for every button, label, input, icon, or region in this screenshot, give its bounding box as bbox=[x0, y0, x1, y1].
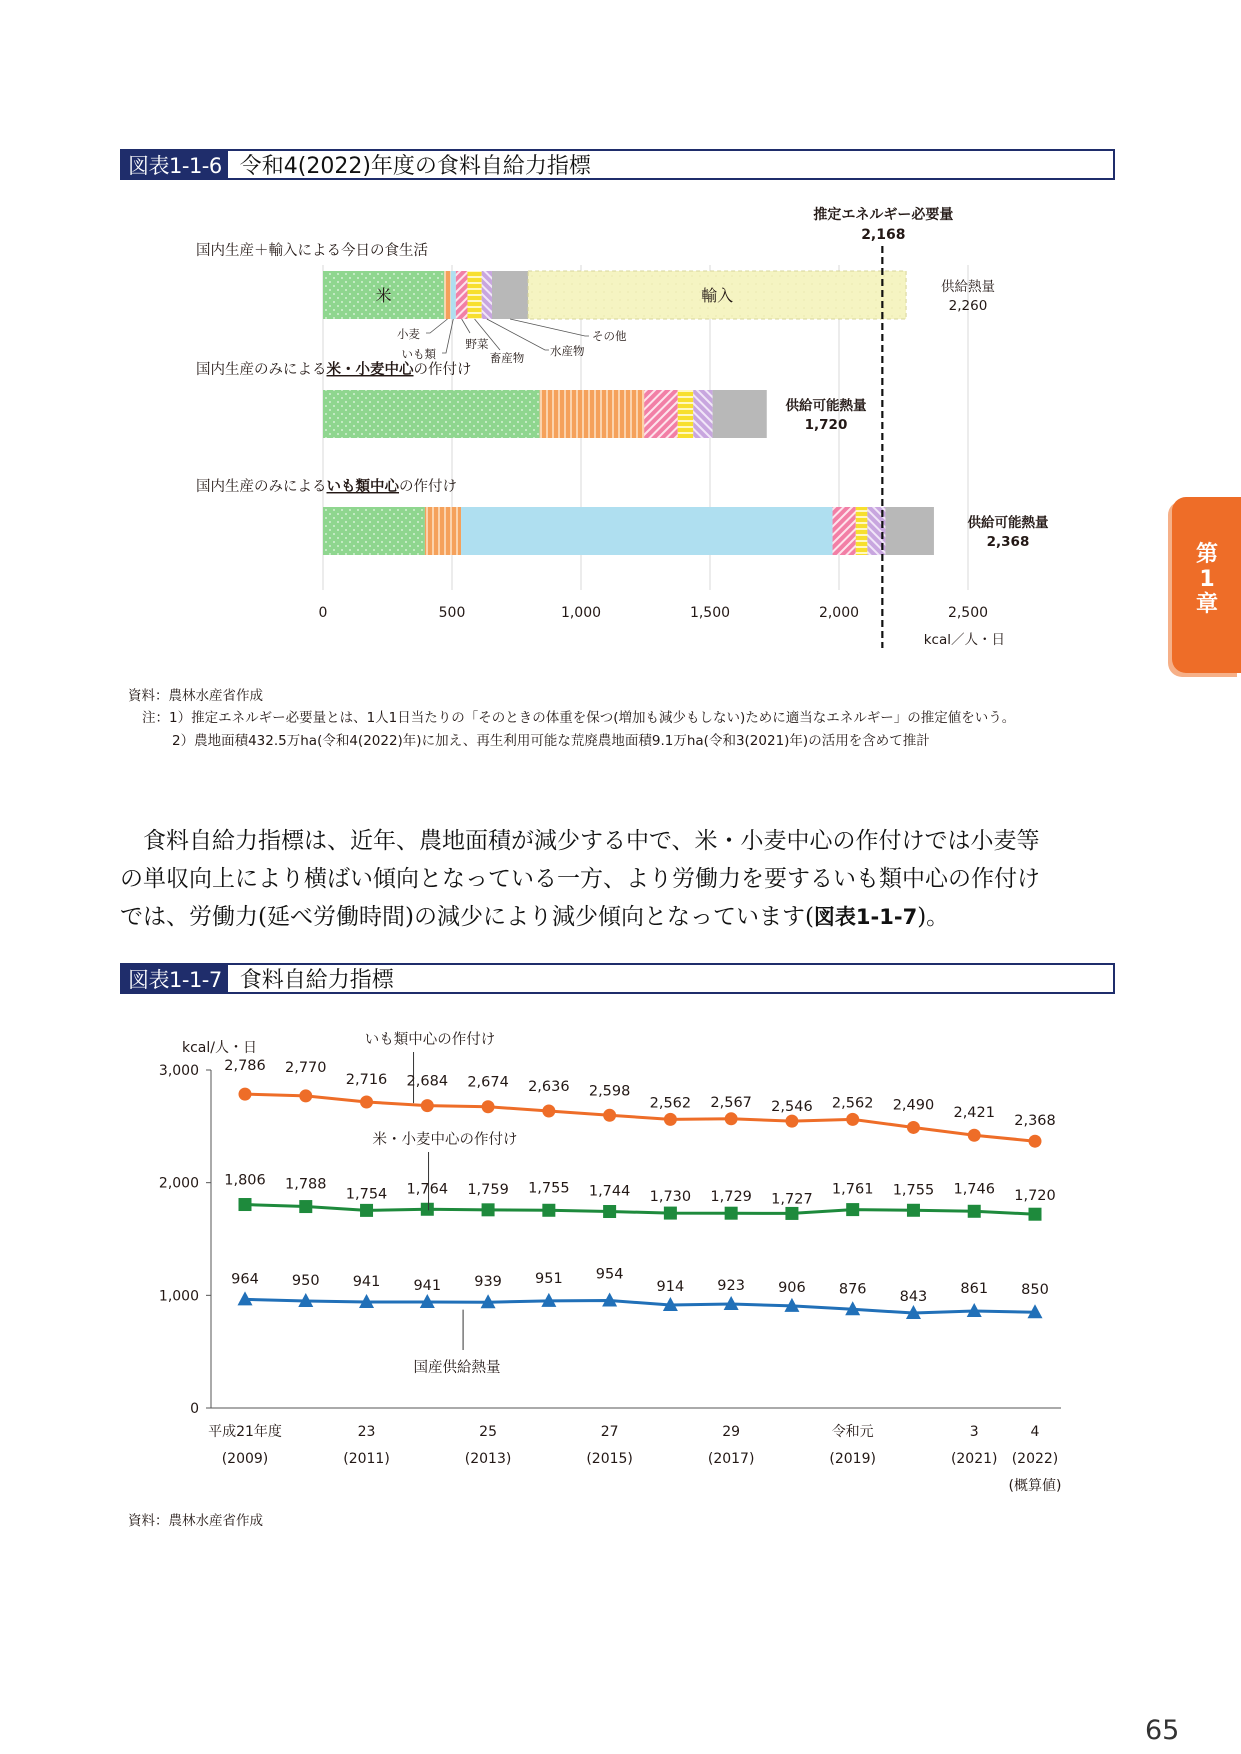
body-paragraph bbox=[120, 822, 1115, 936]
supply-label: 供給可能熱量 bbox=[967, 515, 1049, 531]
data-point bbox=[603, 1109, 616, 1122]
label-emphasis: 米・小麦中心 bbox=[326, 362, 414, 378]
data-label: 2,421 bbox=[953, 1105, 995, 1122]
data-label: 941 bbox=[413, 1277, 442, 1294]
bar-segment-rice bbox=[323, 390, 540, 438]
bar-segment-livestock bbox=[856, 507, 868, 555]
data-point bbox=[239, 1198, 252, 1211]
data-point bbox=[785, 1207, 798, 1220]
data-label: 1,727 bbox=[771, 1191, 813, 1208]
data-label: 1,764 bbox=[406, 1181, 449, 1198]
data-point bbox=[482, 1203, 495, 1216]
note-1: 注：1）推定エネルギー必要量とは、1人1日当たりの「そのときの体重を保つ(増加も減少もしない)ために適当なエネルギー」の推定値をいう。 bbox=[142, 710, 1016, 726]
leader-line bbox=[426, 319, 447, 333]
figure-number: 図表1-1-6 bbox=[122, 151, 228, 178]
data-label: 2,786 bbox=[224, 1058, 266, 1075]
chapter-tab-label: 第 1 章 bbox=[1195, 542, 1218, 617]
x-tick-label: 27 bbox=[600, 1424, 619, 1440]
x-tick-label: 令和元 bbox=[831, 1424, 874, 1440]
x-tick-label: (2009) bbox=[221, 1451, 269, 1467]
series-name-label: 米・小麦中心の作付け bbox=[372, 1132, 518, 1148]
legend-label-livestock: 畜産物 bbox=[489, 351, 525, 365]
body-line: 食料自給力指標は、近年、農地面積が減少する中で、米・小麦中心の作付けでは小麦等 bbox=[120, 828, 1040, 854]
required-energy-label: 推定エネルギー必要量 bbox=[813, 207, 954, 223]
bar-segment-wheat bbox=[425, 507, 461, 555]
figure-reference-link[interactable]: 図表1-1-7 bbox=[813, 905, 918, 929]
x-tick-label: 0 bbox=[318, 605, 328, 621]
x-axis-unit: kcal／人・日 bbox=[923, 632, 1005, 648]
body-line bbox=[120, 898, 1115, 936]
bar-segment-other bbox=[713, 390, 767, 438]
data-point bbox=[846, 1113, 859, 1126]
data-label: 1,788 bbox=[285, 1176, 327, 1193]
bar-segment-veg bbox=[833, 507, 856, 555]
x-tick-label: (2019) bbox=[829, 1451, 876, 1467]
legend-label-other: その他 bbox=[592, 329, 627, 343]
segment-label: 米 bbox=[375, 286, 392, 305]
data-label: 950 bbox=[291, 1272, 320, 1289]
data-label: 1,761 bbox=[831, 1181, 874, 1198]
data-point bbox=[1029, 1135, 1042, 1148]
bar-segment-wheat bbox=[540, 390, 644, 438]
x-tick-label: (2021) bbox=[950, 1451, 998, 1467]
data-label: 964 bbox=[231, 1271, 259, 1288]
data-point bbox=[360, 1095, 373, 1108]
data-label: 2,770 bbox=[285, 1059, 327, 1076]
data-point bbox=[664, 1113, 677, 1126]
label-part: 国内生産のみによる bbox=[196, 479, 327, 495]
data-label: 923 bbox=[717, 1278, 745, 1295]
data-label: 2,674 bbox=[467, 1074, 509, 1091]
bar-row-label bbox=[196, 360, 472, 378]
note-2: 2）農地面積432.5万ha(令和4(2022)年)に加え、再生利用可能な荒廃農地面積9.1万ha(令和3(2021)年)の活用を含めて推計 bbox=[172, 733, 930, 749]
x-tick-label: 25 bbox=[479, 1424, 497, 1440]
data-label: 914 bbox=[656, 1279, 685, 1296]
data-label: 850 bbox=[1021, 1282, 1049, 1299]
bar-row-label: 国内生産＋輸入による今日の食生活 bbox=[196, 243, 428, 259]
y-axis-unit: kcal/人・日 bbox=[182, 1040, 257, 1056]
body-line: の単収向上により横ばい傾向となっている一方、より労働力を要するいも類中心の作付け bbox=[120, 866, 1040, 892]
data-point bbox=[846, 1203, 859, 1216]
data-label: 861 bbox=[960, 1280, 989, 1297]
data-label: 1,746 bbox=[953, 1181, 995, 1198]
legend-label-fish: 水産物 bbox=[550, 344, 585, 358]
data-label: 2,562 bbox=[649, 1095, 692, 1112]
x-tick-label: 2,500 bbox=[947, 605, 989, 621]
data-point bbox=[299, 1089, 312, 1102]
x-tick-label: 29 bbox=[722, 1424, 741, 1440]
y-tick-label: 2,000 bbox=[158, 1175, 199, 1192]
data-label: 954 bbox=[595, 1266, 624, 1283]
figure-title: 令和4(2022)年度の食料自給力指標 bbox=[239, 154, 591, 179]
required-energy-value: 2,168 bbox=[861, 227, 906, 243]
data-point bbox=[968, 1205, 981, 1218]
data-point bbox=[482, 1100, 495, 1113]
data-point bbox=[421, 1099, 434, 1112]
data-point bbox=[907, 1121, 920, 1134]
bar-segment-other bbox=[492, 271, 528, 319]
data-point bbox=[603, 1205, 616, 1218]
data-point bbox=[542, 1204, 555, 1217]
energy-bar-chart bbox=[0, 195, 1241, 655]
figure-1-1-6-header bbox=[120, 149, 1115, 180]
label-part: の作付け bbox=[399, 479, 457, 495]
label-emphasis: いも類中心 bbox=[326, 479, 399, 495]
bar-segment-veg bbox=[644, 390, 678, 438]
leader-line bbox=[510, 319, 589, 336]
data-label: 1,720 bbox=[1014, 1188, 1056, 1205]
bar-segment-rice bbox=[323, 507, 425, 555]
data-label: 1,755 bbox=[528, 1180, 570, 1197]
figure-number: 図表1-1-7 bbox=[122, 965, 228, 992]
x-tick-label: 平成21年度 bbox=[208, 1424, 282, 1440]
chapter-tab[interactable] bbox=[1172, 497, 1241, 673]
bar-segment-fish bbox=[482, 271, 492, 319]
supply-label: 供給可能熱量 bbox=[785, 398, 867, 414]
data-label: 843 bbox=[899, 1289, 928, 1306]
data-label: 2,562 bbox=[831, 1095, 874, 1112]
self-sufficiency-line-chart bbox=[0, 1010, 1241, 1505]
supply-label: 供給熱量 bbox=[941, 279, 995, 295]
bar-segment-potato bbox=[451, 271, 456, 319]
data-point bbox=[907, 1204, 920, 1217]
figure-title: 食料自給力指標 bbox=[239, 968, 394, 993]
x-tick-label: 2,000 bbox=[818, 605, 860, 621]
data-label: 1,755 bbox=[892, 1182, 935, 1199]
x-tick-label: (2017) bbox=[707, 1451, 755, 1467]
data-point bbox=[664, 1207, 677, 1220]
label-part: 国内生産のみによる bbox=[196, 362, 327, 378]
x-tick-note: (概算値) bbox=[1008, 1478, 1062, 1494]
bar-segment-other bbox=[885, 507, 934, 555]
x-tick-label: 1,000 bbox=[560, 605, 602, 621]
body-text-part: では、労働力(延べ労働時間)の減少により減少傾向となっています( bbox=[120, 904, 814, 930]
series-name-label: いも類中心の作付け bbox=[364, 1032, 496, 1048]
x-tick-label: (2022) bbox=[1011, 1451, 1059, 1467]
bar-segment-veg bbox=[456, 271, 468, 319]
data-label: 2,716 bbox=[345, 1071, 388, 1088]
figure-1-1-7-header bbox=[120, 963, 1115, 994]
x-tick-label: (2011) bbox=[343, 1451, 390, 1467]
x-tick-label: (2015) bbox=[586, 1451, 633, 1467]
data-label: 1,759 bbox=[467, 1181, 509, 1198]
x-tick-label: 3 bbox=[969, 1424, 979, 1440]
data-point bbox=[421, 1203, 434, 1216]
data-point bbox=[299, 1200, 312, 1213]
y-tick-label: 1,000 bbox=[158, 1288, 199, 1305]
bar-segment-wheat bbox=[444, 271, 450, 319]
x-tick-label: 4 bbox=[1030, 1424, 1040, 1440]
bar-segment-potato bbox=[461, 507, 833, 555]
data-point bbox=[968, 1129, 981, 1142]
legend-label-veg: 野菜 bbox=[465, 337, 489, 351]
data-label: 2,684 bbox=[406, 1073, 449, 1090]
legend-label-wheat: 小麦 bbox=[397, 327, 420, 341]
x-tick-label: 1,500 bbox=[689, 605, 731, 621]
series-name-label: 国産供給熱量 bbox=[413, 1360, 501, 1376]
y-tick-label: 3,000 bbox=[158, 1063, 199, 1079]
x-tick-label: 500 bbox=[438, 605, 466, 621]
page-number: 65 bbox=[1145, 1715, 1180, 1746]
data-label: 1,730 bbox=[649, 1189, 692, 1206]
data-label: 2,636 bbox=[528, 1079, 570, 1096]
segment-label: 輸入 bbox=[701, 286, 734, 305]
data-point bbox=[725, 1112, 738, 1125]
data-label: 2,490 bbox=[892, 1097, 935, 1114]
data-point bbox=[1029, 1208, 1042, 1221]
x-tick-label: 23 bbox=[357, 1424, 376, 1440]
source-note: 資料：農林水産省作成 bbox=[128, 688, 263, 704]
data-label: 951 bbox=[535, 1270, 563, 1287]
y-tick-label: 0 bbox=[190, 1401, 199, 1417]
leader-line bbox=[462, 319, 470, 333]
data-point bbox=[785, 1115, 798, 1128]
source-note: 資料：農林水産省作成 bbox=[128, 1513, 263, 1529]
bar-segment-livestock bbox=[678, 390, 693, 438]
data-label: 2,598 bbox=[588, 1083, 631, 1100]
label-part: の作付け bbox=[413, 362, 472, 378]
supply-value: 2,260 bbox=[948, 298, 988, 314]
data-point bbox=[360, 1204, 373, 1217]
data-label: 941 bbox=[352, 1273, 381, 1290]
data-label: 906 bbox=[778, 1279, 806, 1296]
data-label: 876 bbox=[838, 1281, 867, 1298]
bar-segment-fish bbox=[693, 390, 712, 438]
bar-segment-livestock bbox=[467, 271, 481, 319]
data-label: 1,729 bbox=[710, 1189, 752, 1206]
data-label: 1,744 bbox=[588, 1183, 631, 1200]
legend-label-potato: いも類 bbox=[401, 347, 436, 361]
data-label: 2,567 bbox=[710, 1094, 752, 1111]
data-label: 939 bbox=[474, 1274, 502, 1291]
x-tick-label: (2013) bbox=[464, 1451, 512, 1467]
supply-value: 2,368 bbox=[986, 534, 1030, 550]
data-label: 2,546 bbox=[771, 1099, 813, 1116]
data-point bbox=[725, 1207, 738, 1220]
body-text-part: )。 bbox=[917, 904, 950, 930]
supply-value: 1,720 bbox=[804, 417, 848, 433]
data-point bbox=[542, 1105, 555, 1118]
bar-row-label bbox=[196, 477, 457, 495]
data-label: 1,806 bbox=[224, 1172, 266, 1189]
data-label: 1,754 bbox=[345, 1186, 388, 1203]
data-point bbox=[239, 1088, 252, 1101]
data-label: 2,368 bbox=[1014, 1113, 1056, 1130]
